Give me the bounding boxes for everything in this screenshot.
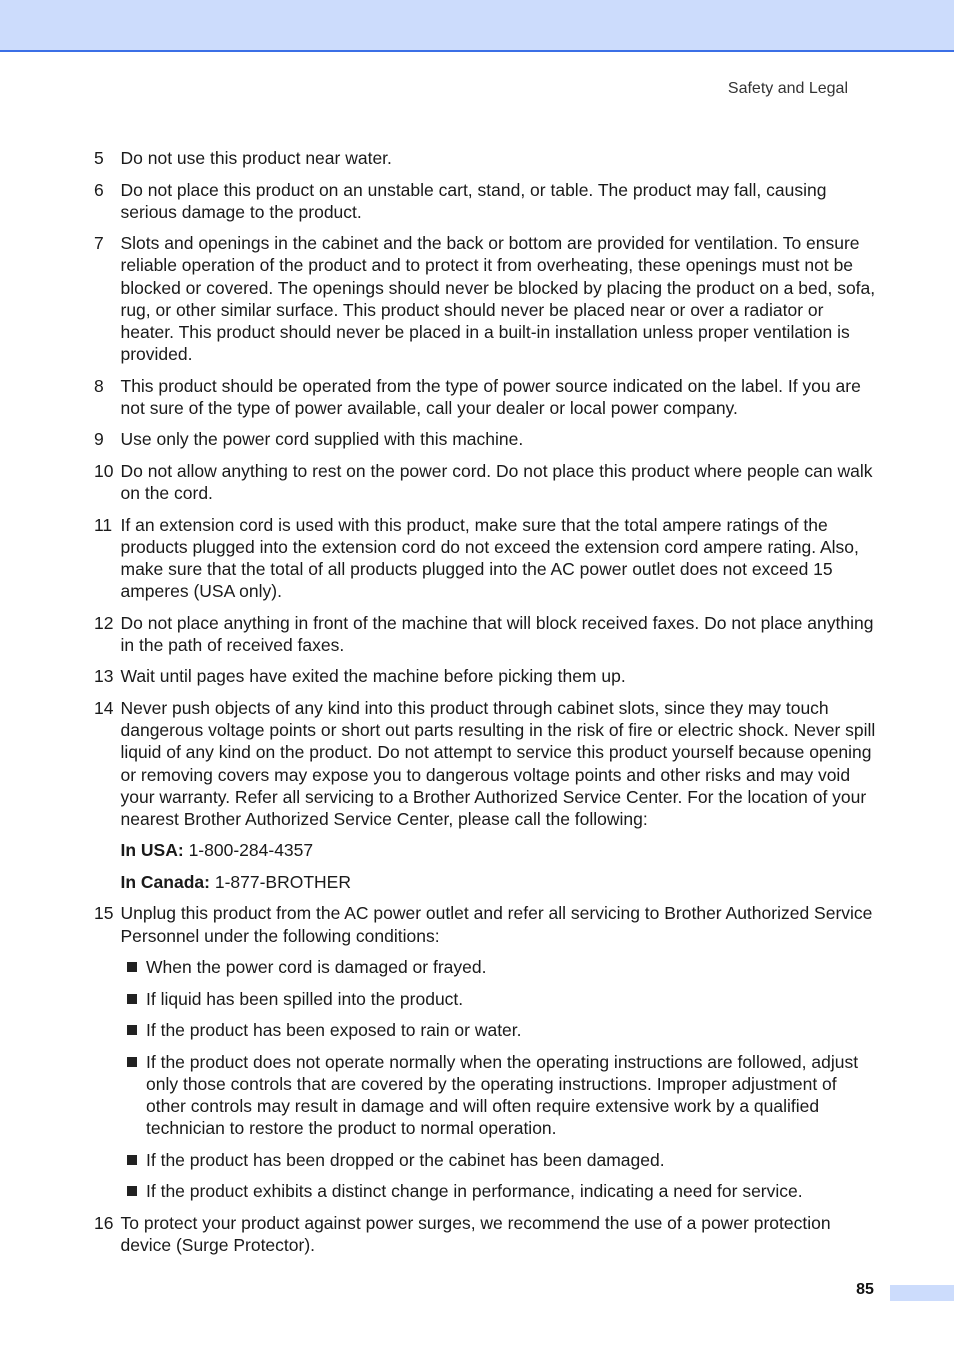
bullet-text: If the product does not operate normally when the operating instructions are followed, adjust only those controls that are covered by the operating instructions. Improper adjustment of other controls may result in damage and will often require extensive work by a qualified technician to restore the product to normal operation. <box>146 1051 859 1139</box>
page-tab <box>890 1285 954 1301</box>
bullet-item <box>94 1180 880 1202</box>
square-bullet-icon <box>127 962 137 972</box>
bullet-item <box>94 1019 880 1041</box>
item-number: 5 <box>94 148 104 168</box>
contact-usa-label: In USA: <box>120 840 184 861</box>
list-item <box>94 375 880 419</box>
list-item <box>94 902 880 946</box>
bullet-item <box>94 1149 880 1171</box>
item-text: Do not allow anything to rest on the power cord. Do not place this product where people can walk on the cord. <box>120 460 873 504</box>
item-text: If an extension cord is used with this product, make sure that the total ampere ratings of the products plugged into the extension cord do not exceed the extension cord ampere rating. Also, make sure that the total of all products plugged into the AC power outlet does not exceed 15 amperes (USA only). <box>120 514 859 602</box>
square-bullet-icon <box>127 994 137 1004</box>
list-item <box>94 697 880 830</box>
item-text: Do not use this product near water. <box>120 148 392 168</box>
list-item <box>94 665 880 687</box>
list-item <box>94 1212 880 1256</box>
bullet-text: If the product has been exposed to rain or water. <box>146 1020 522 1041</box>
list-item <box>94 460 880 504</box>
bullet-text: If the product exhibits a distinct change in performance, indicating a need for service. <box>146 1181 803 1202</box>
item-number: 10 <box>94 460 114 481</box>
contact-usa-phone: 1-800-284-4357 <box>188 840 314 861</box>
item-number: 11 <box>94 514 113 535</box>
square-bullet-icon <box>127 1057 137 1067</box>
item-number: 12 <box>94 612 114 633</box>
bullet-item <box>94 988 880 1010</box>
list-item <box>94 612 880 656</box>
item-number: 7 <box>94 233 104 254</box>
list-item <box>94 514 880 603</box>
safety-instructions <box>94 147 880 1265</box>
bullet-text: When the power cord is damaged or frayed. <box>146 957 487 978</box>
contact-usa <box>94 839 880 861</box>
item-text: Slots and openings in the cabinet and the back or bottom are provided for ventilation. To ensure reliable operation of the product and to protect it from overheating, these openings must not be blocked or covered. The openings should never be blocked by placing the product on a bed, sofa, rug, or other similar surface. This product should never be placed near or over a radiator or heater. This product should never be placed in a built-in installation unless proper ventilation is provided. <box>120 233 876 365</box>
square-bullet-icon <box>127 1186 137 1196</box>
header-band <box>0 0 954 52</box>
item-number: 8 <box>94 375 104 396</box>
section-title: Safety and Legal <box>727 80 848 97</box>
contact-canada-label: In Canada: <box>120 871 210 892</box>
item-text: Do not place anything in front of the machine that will block received faxes. Do not place anything in the path of received faxes. <box>120 612 874 655</box>
contact-canada <box>94 871 880 893</box>
item-number: 6 <box>94 179 104 200</box>
item-number: 15 <box>94 903 114 924</box>
contact-canada-phone: 1-877-BROTHER <box>214 871 351 892</box>
item-text: This product should be operated from the type of power source indicated on the label. If you are not sure of the type of power available, call your dealer or local power company. <box>120 375 861 418</box>
item-number: 9 <box>94 429 104 450</box>
item-number: 14 <box>94 697 114 718</box>
item-text: Do not place this product on an unstable cart, stand, or table. The product may fall, causing serious damage to the product. <box>120 179 827 222</box>
bullet-text: If the product has been dropped or the cabinet has been damaged. <box>146 1149 665 1170</box>
item-text: Never push objects of any kind into this product through cabinet slots, since they may touch dangerous voltage points or short out parts resulting in the risk of fire or electric shock. Never spill liquid of any kind on the product. Do not attempt to service this product yourself because opening or removing covers may expose you to dangerous voltage points and other risks and may void your warranty. Refer all servicing to a Brother Authorized Service Center. For the location of your nearest Brother Authorized Service Center, please call the following: <box>120 697 876 829</box>
item-number: 16 <box>94 1212 114 1233</box>
item-text: Use only the power cord supplied with this machine. <box>120 429 524 450</box>
list-item <box>94 232 880 365</box>
item-number: 13 <box>94 666 114 687</box>
bullet-text: If liquid has been spilled into the product. <box>146 988 464 1009</box>
item-text: To protect your product against power surges, we recommend the use of a power protection device (Surge Protector). <box>120 1212 831 1255</box>
list-item <box>94 147 880 169</box>
item-text: Wait until pages have exited the machine before picking them up. <box>120 666 626 687</box>
list-item <box>94 428 880 450</box>
list-item <box>94 179 880 223</box>
square-bullet-icon <box>127 1155 137 1165</box>
bullet-item <box>94 956 880 978</box>
bullet-item <box>94 1051 880 1140</box>
page-number: 85 <box>856 1281 874 1298</box>
square-bullet-icon <box>127 1025 137 1035</box>
item-text: Unplug this product from the AC power outlet and refer all servicing to Brother Authorized Service Personnel under the following conditions: <box>120 903 873 946</box>
